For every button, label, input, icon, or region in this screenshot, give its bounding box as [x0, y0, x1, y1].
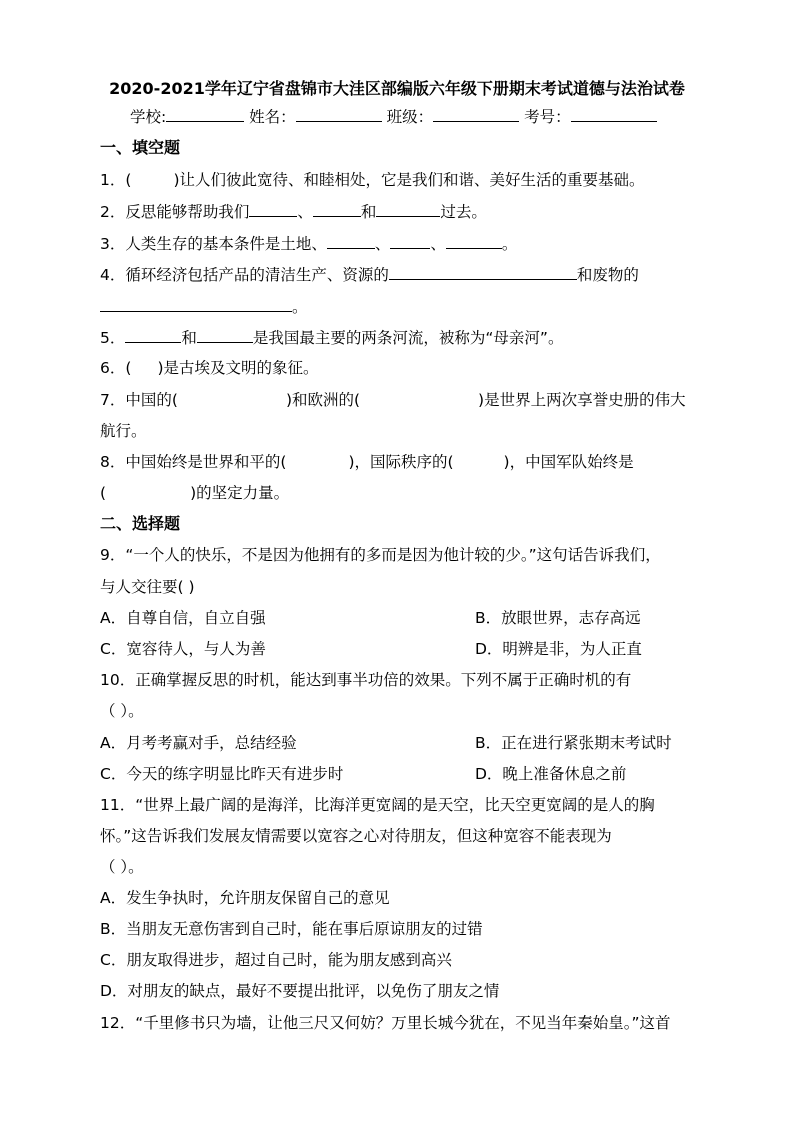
question-10-cont: （ ）。 [100, 702, 144, 720]
option-a[interactable]: A．月考考赢对手，总结经验 [100, 734, 297, 752]
option-d[interactable]: D．对朋友的缺点，最好不要提出批评，以免伤了朋友之情 [100, 982, 500, 1000]
question-number: 6． [100, 359, 126, 377]
question-text: “世界上最广阔的是海洋，比海洋更宽阔的是天空，比天空更宽阔的是人的胸 [135, 796, 655, 814]
question-9-options-row1 [100, 608, 641, 628]
question-11-cont2: （ ）。 [100, 858, 144, 876]
question-10 [100, 670, 631, 690]
question-text: 和 [181, 329, 197, 347]
question-number: 1． [100, 171, 126, 189]
question-text: 反思能够帮助我们 [125, 203, 250, 221]
option-c[interactable]: C．宽容待人，与人为善 [100, 640, 266, 658]
question-number: 2． [100, 203, 126, 221]
paren-open: ( [125, 171, 132, 189]
answer-blank[interactable] [376, 201, 440, 217]
answer-blank[interactable] [327, 233, 375, 249]
question-number: 8． [100, 453, 126, 471]
question-text: “千里修书只为墙，让他三尺又何妨？万里长城今犹在，不见当年秦始皇。”这首 [135, 1014, 671, 1032]
question-number: 9． [100, 546, 126, 564]
question-text: 中国的( [125, 391, 178, 409]
answer-blank[interactable] [100, 296, 292, 312]
question-7-cont: 航行。 [100, 422, 147, 440]
question-text: )是古埃及文明的象征。 [157, 359, 319, 377]
class-label: 班级： [386, 108, 434, 126]
section-fill-in: 一、填空题 [100, 138, 181, 157]
question-text: 和 [360, 203, 377, 221]
question-text: 人类生存的基本条件是土地、 [125, 235, 327, 253]
answer-blank[interactable] [197, 327, 253, 343]
student-info-row [130, 106, 657, 127]
question-number: 3． [100, 235, 126, 253]
exam-title: 2020-2021学年辽宁省盘锦市大洼区部编版六年级下册期末考试道德与法治试卷 [109, 79, 685, 98]
school-label: 学校: [130, 108, 167, 126]
question-text: 过去。 [440, 203, 487, 221]
answer-blank[interactable] [389, 264, 577, 280]
question-text: 、 [430, 235, 446, 253]
option-d[interactable]: D．明辨是非，为人正直 [475, 640, 642, 658]
question-3 [100, 233, 517, 254]
question-text: )，中国军队始终是 [503, 453, 634, 471]
question-number: 4． [100, 266, 126, 284]
question-10-options-row1 [100, 733, 672, 753]
question-text: 。 [292, 298, 308, 316]
question-1 [100, 170, 645, 190]
question-9-cont: 与人交往要( ) [100, 578, 195, 596]
option-c[interactable]: C．今天的练字明显比昨天有进步时 [100, 765, 344, 783]
answer-blank[interactable] [125, 327, 181, 343]
question-10-options-row2 [100, 764, 627, 784]
option-a[interactable]: A．发生争执时，允许朋友保留自己的意见 [100, 889, 390, 907]
option-d[interactable]: D．晚上准备休息之前 [475, 765, 627, 783]
question-number: 10． [100, 671, 136, 689]
option-b[interactable]: B．正在进行紧张期末考试时 [475, 734, 672, 752]
option-c[interactable]: C．朋友取得进步，超过自己时，能为朋友感到高兴 [100, 951, 452, 969]
question-2 [100, 201, 487, 222]
question-11 [100, 795, 655, 815]
school-blank[interactable] [166, 106, 244, 122]
option-b[interactable]: B．当朋友无意伤害到自己时，能在事后原谅朋友的过错 [100, 920, 483, 938]
question-text: 和废物的 [576, 266, 639, 284]
name-label: 姓名： [249, 108, 296, 126]
number-label: 考号： [524, 108, 571, 126]
question-text: )和欧洲的( [285, 391, 361, 409]
question-9 [100, 545, 661, 565]
question-text: 中国始终是世界和平的( [125, 453, 287, 471]
question-text: )是世界上两次享誉史册的伟大 [478, 391, 686, 409]
question-text: “一个人的快乐，不是因为他拥有的多而是因为他计较的少。”这句话告诉我们， [125, 546, 661, 564]
section-multiple-choice: 二、选择题 [100, 514, 181, 533]
question-number: 11． [100, 796, 136, 814]
question-text: )让人们彼此宽待、和睦相处，它是我们和谐、美好生活的重要基础。 [173, 171, 645, 189]
answer-blank[interactable] [446, 233, 502, 249]
question-11-cont: 怀。”这告诉我们发展友情需要以宽容之心对待朋友，但这种宽容不能表现为 [100, 827, 612, 845]
question-4 [100, 264, 639, 285]
question-number: 7． [100, 391, 126, 409]
question-text: 、 [374, 235, 391, 253]
answer-blank[interactable] [249, 201, 297, 217]
paren-open: ( [100, 484, 107, 502]
option-a[interactable]: A．自尊自信，自立自强 [100, 609, 266, 627]
question-text: 正确掌握反思的时机，能达到事半功倍的效果。下列不属于正确时机的有 [135, 671, 632, 689]
question-text: )，国际秩序的( [348, 453, 454, 471]
question-9-options-row2 [100, 639, 642, 659]
question-8-cont [100, 483, 289, 503]
class-blank[interactable] [433, 106, 519, 122]
question-text: 是我国最主要的两条河流，被称为“母亲河”。 [252, 329, 564, 347]
question-7 [100, 390, 686, 410]
question-12 [100, 1013, 671, 1033]
name-blank[interactable] [296, 106, 382, 122]
question-number: 5． [100, 329, 126, 347]
number-blank[interactable] [571, 106, 657, 122]
question-text: 。 [501, 235, 518, 253]
question-4-cont [100, 296, 308, 317]
question-6 [100, 358, 319, 378]
question-number: 12． [100, 1014, 136, 1032]
option-b[interactable]: B．放眼世界，志存高远 [475, 609, 641, 627]
question-text: 循环经济包括产品的清洁生产、资源的 [125, 266, 389, 284]
answer-blank[interactable] [390, 233, 430, 249]
question-text: )的坚定力量。 [190, 484, 290, 502]
paren-open: ( [125, 359, 132, 377]
question-5 [100, 327, 563, 348]
question-text: 、 [297, 203, 313, 221]
answer-blank[interactable] [313, 201, 361, 217]
question-8 [100, 452, 634, 472]
